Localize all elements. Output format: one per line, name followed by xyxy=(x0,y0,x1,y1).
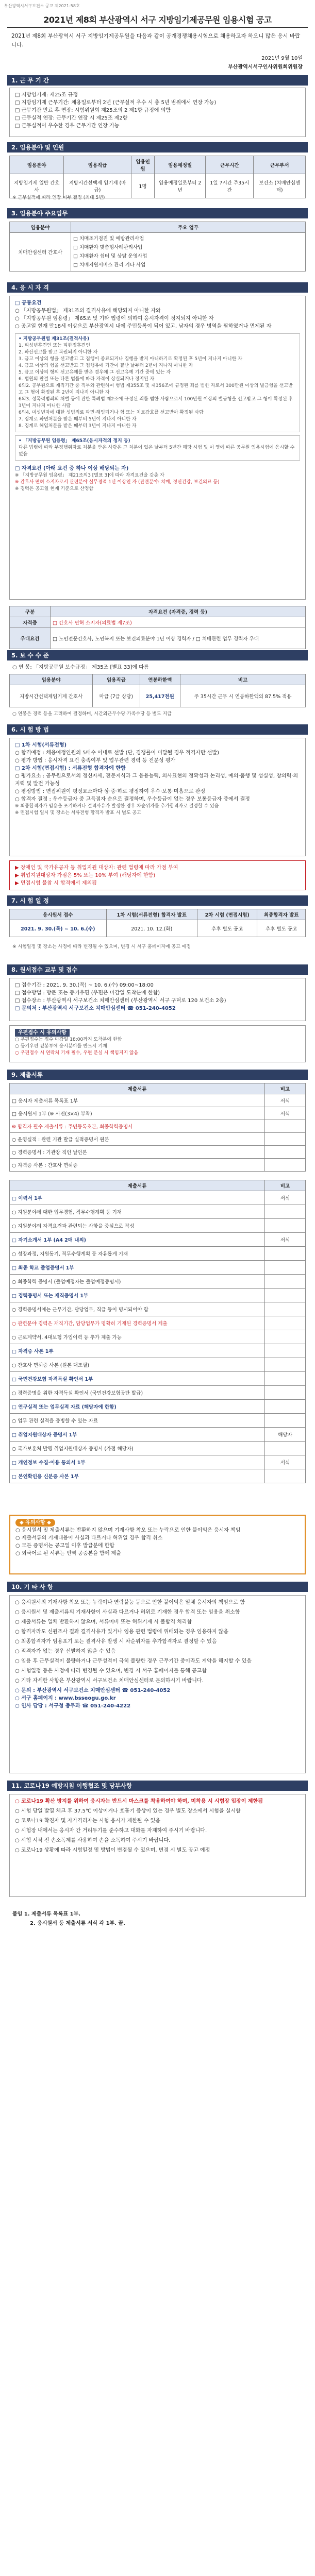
table-cell xyxy=(265,1400,306,1414)
covid-box xyxy=(9,1794,306,1897)
table-cell: □ 본인확인용 신분증 사본 1부 xyxy=(10,1469,265,1483)
table-cell xyxy=(265,1302,306,1316)
table-cell: ○ 운영실적 : 관련 기관 발급 실적증명서 원본 xyxy=(10,1133,265,1146)
table-header: 임용인원 xyxy=(131,156,154,174)
table-header: 제출서류 xyxy=(10,1180,265,1191)
table-cell xyxy=(265,1247,306,1261)
table-header: 구분 xyxy=(10,606,51,617)
requirements-item: ※ 경력은 공고일 현재 기준으로 산정함 xyxy=(15,486,94,492)
method-note: ※ 면접시험 일시 및 장소는 서류전형 합격자 발표 시 별도 공고 xyxy=(15,810,141,816)
mail-notice-line: ○ 등기우편 겉봉투에 응시분야를 반드시 기재 xyxy=(15,1044,107,1049)
table-cell: 해당자 xyxy=(265,1428,306,1442)
salary-note: ○ 연봉은 경력 등을 고려하여 결정하며, 시간외근무수당·가족수당 등 별도 지급 xyxy=(12,711,172,717)
table-cell: ○ 지원분야의 자격요건과 관련되는 사항을 중심으로 작성 xyxy=(10,1219,265,1233)
table-row xyxy=(10,1133,306,1146)
notice-date: 2021년 9월 10일 xyxy=(261,56,303,61)
table-row xyxy=(10,1146,306,1159)
table-cell: □ 경력증명서 또는 재직증명서 1부 xyxy=(10,1289,265,1302)
mail-notice-title: 우편접수 시 유의사항 xyxy=(15,1029,70,1037)
table-row xyxy=(10,1469,306,1483)
table-row xyxy=(10,920,306,937)
table-row xyxy=(10,1107,306,1120)
section-header-term: 1. 근 무 기 간 xyxy=(7,75,308,86)
table-cell: □ 이력서 1부 xyxy=(10,1191,265,1205)
table-cell: 2021. 10. 12.(화) xyxy=(106,920,197,937)
table-cell xyxy=(265,1358,306,1372)
section-header-misc: 10. 기 타 사 항 xyxy=(7,1582,308,1592)
table-cell: □ 노인전문간호사, 노인복지 또는 보건의료분야 1년 이상 경력자 / □ 치매관련 업무 경력자 우대 xyxy=(51,628,306,649)
table-header: 최종합격자 발표 xyxy=(257,909,306,920)
table-cell: □ 자기소개서 1부 (A4 2매 내외) xyxy=(10,1233,265,1247)
table-row xyxy=(10,685,306,707)
table-cell xyxy=(265,1414,306,1428)
eligibility-box xyxy=(9,296,306,600)
disqualification-item: 6의3. 성폭력범죄의 처벌 등에 관한 특례법 제2조에 규정된 죄를 범한 사람으로서 100만원 이상의 벌금형을 선고받고 그 형이 확정된 후 3년이 지나지 아니한 사람 xyxy=(19,397,293,409)
table-header: 비고 xyxy=(180,674,306,685)
title-divider xyxy=(7,27,308,28)
caution-line: ○ 모든 증명서는 공고일 이후 발급분에 한함 xyxy=(15,1543,115,1549)
table-row xyxy=(10,1442,306,1455)
caution-line: ○ 외국어로 된 서류는 번역 공증본을 함께 제출 xyxy=(15,1551,121,1556)
table-row xyxy=(10,233,306,272)
table-header: 임용분야 xyxy=(10,674,93,685)
table-cell: 지방시간선택제 임기제 (마급) xyxy=(64,174,131,198)
table-cell: 서식 xyxy=(265,1107,306,1120)
table-header: 응시원서 접수 xyxy=(10,909,107,920)
table-cell: 서식 xyxy=(265,1094,306,1107)
duties-table xyxy=(9,222,306,272)
method-line: ○ 평정방법 : 면접위원이 평정요소마다 상·중·하로 평정하여 우수·보통·미흡으로 판정 xyxy=(15,789,206,794)
disqualification-title: • 지방공무원법 제31조(결격사유) xyxy=(19,336,90,342)
table-row xyxy=(10,1159,306,1172)
requirements-title: □ 자격요건 (아래 요건 중 하나 이상 해당되는 자) xyxy=(15,466,129,471)
method-line: ○ 합격예정 : 채용예정인원의 5배수 이내로 선발 (단, 경쟁률이 미달될 경우 적격자만 선발) xyxy=(15,750,220,756)
table-cell: 추후 별도 공고 xyxy=(257,920,306,937)
method-box xyxy=(9,738,306,856)
table-cell: ○ 지원분야에 대한 업무경험, 직무수행계획 등 기재 xyxy=(10,1205,265,1219)
covid-line: ○ 코로나19 상황에 따라 시험일정 및 방법이 변경될 수 있으며, 변경 시 별도 공고 예정 xyxy=(15,1848,210,1853)
duty-item: □ 치매조기검진 및 예방관리사업 xyxy=(73,236,144,242)
section-header-positions: 2. 임용분야 및 인원 xyxy=(7,142,308,152)
documents-table xyxy=(9,1180,306,1483)
section-header-documents: 9. 제출서류 xyxy=(7,1070,308,1080)
table-row xyxy=(10,1289,306,1302)
table-header: 임용분야 xyxy=(10,222,71,233)
suspension-title: • 「지방공무원 임용령」 제65조(응시자격의 정지 등) xyxy=(19,438,130,444)
misc-line: ○ 합격자라도 신원조사 결과 결격사유가 있거나 임용 관련 법령에 위배되는 경우 임용하지 않음 xyxy=(15,1629,228,1635)
table-header: 근무부서 xyxy=(254,156,306,174)
document-ref-number: 부산광역시서구보건소 공고 제2021-58호 xyxy=(4,4,80,8)
table-cell xyxy=(265,1386,306,1400)
table-cell: ※ 합격자 필수 제출서류 : 주민등록초본, 최종학력증명서 xyxy=(10,1120,265,1133)
table-row xyxy=(10,1275,306,1289)
table-cell: ○ 업무 관련 실적을 증빙할 수 있는 자료 xyxy=(10,1414,265,1428)
eligibility-line: ○ 공고일 현재 만18세 이상으로 부산광역시 내에 주민등록이 되어 있고, 남자의 경우 병역을 필하였거나 면제된 자 xyxy=(15,324,272,329)
disqualification-item: 4. 금고 이상의 형을 선고받고 그 집행유예 기간이 끝난 날부터 2년이 지나지 아니한 자 xyxy=(19,363,193,368)
table-row xyxy=(10,1094,306,1107)
table-cell: 서식 xyxy=(265,1191,306,1205)
table-cell xyxy=(265,1159,306,1172)
table-cell: 지방임기제 일반 간호사 xyxy=(10,174,64,198)
attachment-line: 2. 응시원서 등 제출서류 서식 각 1부. 끝. xyxy=(30,1921,125,1926)
covid-line: ○ 시험 시작 전 손소독제를 사용하여 손을 소독하여 주시기 바랍니다. xyxy=(15,1838,171,1843)
eligibility-line: ○ 「지방공무원 임용령」 제65조 및 기타 법령에 의하여 응시자격이 정지되지 아니한 자 xyxy=(15,316,214,321)
table-cell: □ 간호사 면허 소지자(의료법 제7조) xyxy=(51,617,306,628)
covid-line: ○ 시험장 내에서는 응시자 간 거리두기를 준수하고 대화를 자제하여 주시기 바랍니다. xyxy=(15,1828,207,1834)
table-cell: 보건소 (치매안심센터) xyxy=(254,174,306,198)
salary-intro: ○ 연 봉: 「지방공무원 보수규정」 제35조 [별표 33]에 따름 xyxy=(12,665,149,670)
term-item: □ 근무기간 만료 후 연장: 시험위원회 제25조의 2 제1항 규정에 의함 xyxy=(15,108,171,113)
disqualification-item: 8. 징계로 해임처분을 받은 때부터 3년이 지나지 아니한 자 xyxy=(19,423,137,429)
table-cell: 마급 (7급 상당) xyxy=(93,685,140,707)
misc-line: ○ 응시원서 및 제출서류의 기재사항이 사실과 다르거나 허위로 기재한 경우 합격 또는 임용을 취소함 xyxy=(15,1609,240,1615)
section-header-application: 8. 원서접수 교부 및 접수 xyxy=(7,964,308,975)
table-cell xyxy=(265,1469,306,1483)
table-row xyxy=(10,617,306,628)
section-header-eligibility: 4. 응 시 자 격 xyxy=(7,282,308,293)
table-row xyxy=(10,1247,306,1261)
misc-line: ○ 최종합격자가 임용포기 또는 결격사유 발생 시 차순위자를 추가합격자로 결정할 수 있음 xyxy=(15,1639,217,1645)
application-line: □ 접수장소 : 부산광역시 서구보건소 치매안심센터 (부산광역시 서구 구덕로 120 보건소 2층) xyxy=(15,998,226,1004)
table-row xyxy=(10,1205,306,1219)
method-line: ○ 평가요소 : 공무원으로서의 정신자세, 전문지식과 그 응용능력, 의사표현의 정확성과 논리성, 예의·품행 및 성실성, 창의력·의지력 및 발전 가능성 xyxy=(15,773,299,787)
table-cell: □ 연구실적 또는 업무실적 자료 (해당자에 한함) xyxy=(10,1400,265,1414)
table-cell: ○ 최종학력 증명서 (졸업예정자는 졸업예정증명서) xyxy=(10,1275,265,1289)
table-cell xyxy=(71,233,306,272)
disqualification-item: 1. 피성년후견인 또는 피한정후견인 xyxy=(19,343,90,348)
section-header-covid: 11. 코로나19 예방지침 이행협조 및 당부사항 xyxy=(7,1781,308,1791)
positions-note: ※ 근무실적에 따라 연장 여부 결정 (최대 5년) xyxy=(12,195,105,200)
table-row xyxy=(10,1316,306,1330)
eligibility-general-title: □ 공통요건 xyxy=(15,300,42,306)
table-header: 연봉하한액 xyxy=(140,674,180,685)
table-row xyxy=(10,1233,306,1247)
eligibility-line: ○ 「지방공무원법」 제31조의 결격사유에 해당되지 아니한 자와 xyxy=(15,308,161,314)
disqualification-item: 2. 파산선고를 받고 복권되지 아니한 자 xyxy=(19,350,98,355)
table-header: 1차 시험(서류전형) 합격자 발표 xyxy=(106,909,197,920)
schedule-note: ※ 시험일정 및 장소는 사정에 따라 변경될 수 있으며, 변경 시 서구 홈페이지에 공고 예정 xyxy=(12,944,191,950)
misc-line: ○ 임용 후 근무실적이 불량하거나 근무성적이 극히 불량한 경우 근무기간 중이라도 계약을 해지할 수 있음 xyxy=(15,1658,252,1664)
table-cell: ○ 자격증 사본 : 간호사 면허증 xyxy=(10,1159,265,1172)
application-line: □ 접수방법 : 방문 또는 등기우편 (우편은 마감일 도착분에 한함) xyxy=(15,990,160,996)
caution-line: ○ 제출서류의 기재내용이 사실과 다르거나 허위일 경우 합격 취소 xyxy=(15,1535,163,1541)
table-cell: 서식 xyxy=(265,1455,306,1469)
table-row xyxy=(10,1120,306,1133)
duty-item: □ 치매환자 맞춤형사례관리사업 xyxy=(73,245,143,250)
covid-line: ○ 코로나19 확산 방지를 위하여 응시자는 반드시 마스크를 착용하여야 하며, 미착용 시 시험장 입장이 제한됨 xyxy=(15,1799,263,1804)
method-highlight-line: ▶ 취업지원대상자 가점은 5% 또는 10% 부여 (해당자에 한함) xyxy=(15,873,156,878)
table-cell xyxy=(265,1133,306,1146)
table-cell xyxy=(265,1316,306,1330)
table-cell: 주 35시간 근무 시 연봉하한액의 87.5% 적용 xyxy=(180,685,306,707)
application-box xyxy=(9,978,306,1021)
table-cell xyxy=(265,1275,306,1289)
method-highlight-line: ▶ 장애인 및 국가유공자 등 취업지원 대상자: 관련 법령에 따라 가점 부여 xyxy=(15,865,178,871)
documents-caution-box xyxy=(9,1515,306,1574)
term-item: □ 지방임기제 근무기간: 채용일로부터 2년 (근무실적 우수 시 총 5년 범위에서 연장 가능) xyxy=(15,100,217,106)
table-cell: 25,417천원 xyxy=(140,685,180,707)
schedule-table xyxy=(9,909,306,937)
table-row xyxy=(10,1344,306,1358)
requirements-item: ※ 「지방공무원 임용령」 제21조의3 [별표 3]에 따라 자격요건을 갖춘 자 xyxy=(15,473,164,478)
table-header: 비고 xyxy=(265,1083,306,1094)
contact-line: ○ 인사 담당 : 서구청 총무과 ☎ 051-240-4222 xyxy=(15,1703,131,1709)
table-header: 임용직급 xyxy=(93,674,140,685)
table-header: 제출서류 xyxy=(10,1083,265,1094)
table-cell: 추후 별도 공고 xyxy=(197,920,257,937)
table-row xyxy=(10,1219,306,1233)
table-cell: 1명 xyxy=(131,174,154,198)
method-highlight-line: ▶ 면접시험 불참 시 합격에서 제외됨 xyxy=(15,880,97,886)
table-cell: ○ 국가보훈처 발행 취업지원대상자 증명서 (가점 해당자) xyxy=(10,1442,265,1455)
attachment-line: 붙임 1. 제출서류 목록표 1부. xyxy=(12,1911,81,1917)
disqualification-item: 3. 금고 이상의 형을 선고받고 그 집행이 종료되거나 집행을 받지 아니하기로 확정된 후 5년이 지나지 아니한 자 xyxy=(19,357,242,362)
table-cell: □ 취업지원대상자 증명서 1부 xyxy=(10,1428,265,1442)
caution-title: ◆ 유의사항 ◆ xyxy=(15,1519,55,1527)
method-line: □ 2차 시험(면접시험) : 서류전형 합격자에 한함 xyxy=(15,766,126,771)
misc-box xyxy=(9,1595,306,1773)
misc-line: ○ 적격자가 없는 경우 선발하지 않을 수 있음 xyxy=(15,1649,116,1654)
table-cell xyxy=(265,1261,306,1275)
notice-issuer: 부산광역시서구인사위원회위원장 xyxy=(228,64,303,70)
term-item: □ 지방임기제: 제25조 규정 xyxy=(15,92,78,98)
table-row xyxy=(10,1386,306,1400)
contact-line[interactable]: ○ 서구 홈페이지 : www.bsseogu.go.kr xyxy=(15,1696,116,1701)
table-cell: □ 응시원서 1부 (※ 사진(3×4) 부착) xyxy=(10,1107,265,1120)
table-cell: 2021. 9. 30.(목) ~ 10. 6.(수) xyxy=(10,920,107,937)
term-item: □ 근무실적 연장: 근무기간 연장 시 제25조 제2항 xyxy=(15,115,128,121)
table-header: 주요 업무 xyxy=(71,222,306,233)
table-row xyxy=(10,1414,306,1428)
table-row xyxy=(10,1191,306,1205)
table-cell: □ 개인정보 수집·이용 동의서 1부 xyxy=(10,1455,265,1469)
table-header: 비고 xyxy=(265,1180,306,1191)
caution-line: ○ 응시원서 및 제출서류는 반환하지 않으며 기재사항 착오 또는 누락으로 인한 불이익은 응시자 책임 xyxy=(15,1528,241,1533)
table-cell xyxy=(265,1289,306,1302)
disqualification-item: 7. 징계로 파면처분을 받은 때부터 5년이 지나지 아니한 자 xyxy=(19,417,137,422)
documents-summary-table xyxy=(9,1083,306,1172)
misc-line: ○ 시험일정 등은 사정에 따라 변경될 수 있으며, 변경 시 서구 홈페이지를 통해 공고함 xyxy=(15,1668,207,1674)
table-cell xyxy=(265,1330,306,1344)
method-line: □ 1차 시험(서류전형) xyxy=(15,742,67,748)
requirements-item: ※ 간호사 면허 소지자로서 관련분야 실무경력 1년 이상인 자 (관련분야: 치매, 정신건강, 보건의료 등) xyxy=(15,480,220,485)
application-line: □ 접수기간 : 2021. 9. 30.(목) ~ 10. 6.(수) 09:00~18:00 xyxy=(15,982,154,988)
disqualification-item: 6. 법원의 판결 또는 다른 법률에 따라 자격이 상실되거나 정지된 자 xyxy=(19,377,155,382)
mail-notice-box xyxy=(9,1025,306,1062)
contact-line: ○ 문의 : 부산광역시 서구보건소 치매안심센터 ☎ 051-240-4052 xyxy=(15,1688,171,1693)
table-cell: 자격증 xyxy=(10,617,51,628)
table-cell: ○ 경력증명서에는 근무기간, 담당업무, 직급 등이 명시되어야 함 xyxy=(10,1302,265,1316)
table-row xyxy=(10,1330,306,1344)
table-cell: 치매안심센터 간호사 xyxy=(10,233,71,272)
term-box xyxy=(9,88,306,137)
table-cell: 지방시간선택제임기제 간호사 xyxy=(10,685,93,707)
section-header-duties: 3. 임용분야 주요업무 xyxy=(7,208,308,218)
table-cell: □ 자격증 사본 1부 xyxy=(10,1344,265,1358)
table-cell xyxy=(265,1442,306,1455)
disqualification-box xyxy=(15,333,300,432)
qualification-table xyxy=(9,606,306,649)
table-header: 2차 시험 (면접시험) xyxy=(197,909,257,920)
method-line: ○ 평가 방법 : 응시자격 요건 충족여부 및 업무관련 경력 등 전문성 평가 xyxy=(15,758,176,764)
salary-table xyxy=(9,674,306,707)
table-cell: ○ 간호사 면허증 사본 (원본 대조필) xyxy=(10,1358,265,1372)
table-header: 근무시간 xyxy=(206,156,254,174)
table-cell xyxy=(265,1146,306,1159)
table-cell: 임용예정일로부터 2년 xyxy=(155,174,206,198)
covid-line: ○ 시험 당일 발열 체크 후 37.5℃ 이상이거나 호흡기 증상이 있는 경우 별도 장소에서 시험을 실시함 xyxy=(15,1808,241,1814)
table-cell: □ 국민건강보험 자격득실 확인서 1부 xyxy=(10,1372,265,1386)
disqualification-item: 6의4. 미성년자에 대한 성범죄로 파면·해임되거나 형 또는 치료감호를 선고받아 확정된 사람 xyxy=(19,410,204,415)
misc-line: ○ 응시원서의 기재사항 착오 또는 누락이나 연락불능 등으로 인한 불이익은 일체 응시자의 책임으로 함 xyxy=(15,1600,245,1605)
misc-line: ○ 제출서류는 일체 반환하지 않으며, 서류미비 또는 허위기재 시 불합격 처리함 xyxy=(15,1619,192,1625)
table-cell xyxy=(265,1219,306,1233)
table-row xyxy=(10,628,306,649)
table-cell: □ 응시자 제출서류 목록표 1부 xyxy=(10,1094,265,1107)
application-line: □ 문의처 : 부산광역시 서구보건소 치매안심센터 ☎ 051-240-4052 xyxy=(15,1006,176,1011)
table-cell xyxy=(265,1120,306,1133)
page-title: 2021년 제8회 부산광역시 서구 지방임기제공무원 임용시험 공고 xyxy=(43,15,272,25)
disqualification-item: 5. 금고 이상의 형의 선고유예를 받은 경우에 그 선고유예 기간 중에 있는 자 xyxy=(19,370,171,375)
table-cell: 우대요건 xyxy=(10,628,51,649)
method-highlight-box xyxy=(9,860,306,890)
method-line: ○ 합격자 결정 : 우수등급자 중 고득점자 순으로 결정하며, 우수등급이 없는 경우 보통등급자 중에서 결정 xyxy=(15,796,250,802)
table-cell xyxy=(265,1205,306,1219)
intro-text: 2021년 제8회 부산광역시 서구 지방임기제공무원을 다음과 같이 공개경쟁채용시험으로 채용하고자 하오니 많은 응시 바랍니다. xyxy=(11,33,301,48)
table-row xyxy=(10,1455,306,1469)
table-row xyxy=(10,1358,306,1372)
section-header-salary: 5. 보 수 수 준 xyxy=(7,650,308,660)
table-row xyxy=(10,1428,306,1442)
table-cell xyxy=(265,1372,306,1386)
table-cell: 1일 7시간 주35시간 xyxy=(206,174,254,198)
suspension-box xyxy=(15,435,300,461)
positions-table xyxy=(9,156,306,198)
covid-line: ○ 코로나19 확진자 및 자가격리자는 시험 응시가 제한될 수 있음 xyxy=(15,1818,160,1824)
table-header: 자격요건 (자격증, 경력 등) xyxy=(51,606,306,617)
table-cell: ○ 성장과정, 지원동기, 직무수행계획 등 자유롭게 기재 xyxy=(10,1247,265,1261)
table-row xyxy=(10,1400,306,1414)
section-header-method: 6. 시 험 방 법 xyxy=(7,724,308,735)
table-cell: ○ 근로계약서, 4대보험 가입이력 등 추가 제출 가능 xyxy=(10,1330,265,1344)
duty-item: □ 치매지원서비스 관리 기타 사업 xyxy=(73,262,146,268)
mail-notice-line: ○ 우편접수 시 연락처 기재 필수, 우편 분실 시 책임지지 않음 xyxy=(15,1050,139,1056)
misc-line: ○ 기타 자세한 사항은 부산광역시 서구보건소 치매안심센터로 문의하시기 바랍니다. xyxy=(15,1678,204,1684)
table-cell: ○ 경력증명을 위한 자격득실 확인서 (국민건강보험공단 발급) xyxy=(10,1386,265,1400)
table-cell: 서식 xyxy=(265,1233,306,1247)
term-item: □ 근무실적이 우수한 경우 근무기간 연장 가능 xyxy=(15,123,120,129)
method-note: ※ 최종합격자가 임용을 포기하거나 결격사유가 발생한 경우 차순위자를 추가합격자로 결정할 수 있음 xyxy=(15,804,219,809)
duty-item: □ 치매환자 쉼터 및 상담 운영사업 xyxy=(73,253,147,259)
table-header: 임용직급 xyxy=(64,156,131,174)
table-cell: □ 최종 학교 졸업증명서 1부 xyxy=(10,1261,265,1275)
mail-notice-line: ○ 우편접수는 접수 마감일 18:00까지 도착분에 한함 xyxy=(15,1037,122,1042)
table-cell: ○ 경력증명서 : 기관장 직인 날인본 xyxy=(10,1146,265,1159)
section-header-schedule: 7. 시 험 일 정 xyxy=(7,895,308,906)
table-row xyxy=(10,1302,306,1316)
table-cell xyxy=(265,1344,306,1358)
disqualification-item: 6의2. 공무원으로 재직기간 중 직무와 관련하여 형법 제355조 및 제356조에 규정된 죄를 범한 자로서 300만원 이상의 벌금형을 선고받고 그 형이 확정된 후 2년이 지나지 아니한 자 xyxy=(19,383,293,395)
table-row xyxy=(10,1261,306,1275)
table-header: 임용예정일 xyxy=(155,156,206,174)
table-row xyxy=(10,1372,306,1386)
table-cell: ○ 관련분야 경력은 재직기간, 담당업무가 명확히 기재된 경력증명서 제출 xyxy=(10,1316,265,1330)
table-header: 임용분야 xyxy=(10,156,64,174)
suspension-item: 다른 법령에 따라 부정행위자로 처분을 받은 사람은 그 처분이 있은 날부터 5년간 해당 시험 및 이 영에 따른 공무원 임용시험에 응시할 수 없음 xyxy=(19,445,295,457)
